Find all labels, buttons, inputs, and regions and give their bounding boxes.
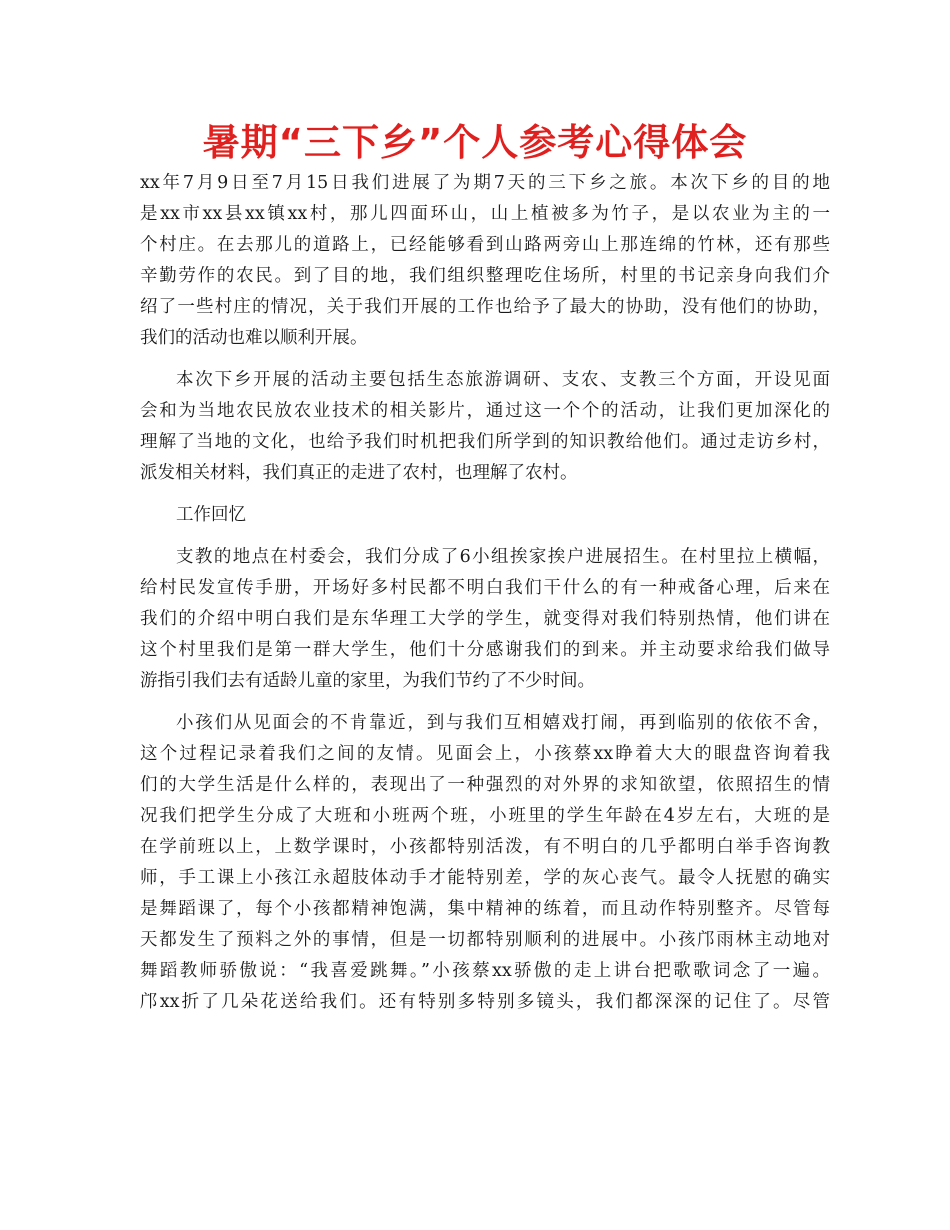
paragraph-line: 天都发生了预料之外的事情，但是一切都特别顺利的进展中。小孩邝雨林主动地对	[140, 930, 830, 950]
document-body	[140, 168, 830, 1018]
paragraph-line: 是舞蹈课了，每个小孩都精神饱满，集中精神的练着，而且动作特别整齐。尽管每	[140, 899, 830, 919]
document-title: 暑期“三下乡”个人参考心得体会	[202, 121, 748, 164]
paragraph-line: 在学前班以上，上数学课时，小孩都特别活泼，有不明白的几乎都明白举手咨询教	[140, 837, 830, 857]
paragraph-line: 们的大学生活是什么样的，表现出了一种强烈的对外界的求知欲望，依照招生的情	[140, 775, 830, 795]
paragraph-line: 小孩们从见面会的不肯靠近，到与我们互相嬉戏打闹，再到临别的依依不舍，	[176, 713, 830, 733]
paragraph-line: 是xx市xx县xx镇xx村，那儿四面环山，山上植被多为竹子，是以农业为主的一	[140, 204, 830, 224]
paragraph-line: 支教的地点在村委会，我们分成了6小组挨家挨户进展招生。在村里拉上横幅，	[176, 547, 830, 567]
paragraph-line: 这个过程记录着我们之间的友情。见面会上，小孩蔡xx睁着大大的眼盘咨询着我	[140, 744, 830, 764]
paragraph-line: 绍了一些村庄的情况，关于我们开展的工作也给予了最大的协助，没有他们的协助，	[140, 297, 830, 317]
paragraph-line: 师，手工课上小孩江永超肢体动手才能特别差，学的灰心丧气。最令人抚慰的确实	[140, 868, 830, 888]
section-heading: 工作回忆	[176, 505, 246, 525]
paragraph-line: 况我们把学生分成了大班和小班两个班，小班里的学生年龄在4岁左右，大班的是	[140, 806, 830, 826]
paragraph-line: 游指引我们去有适龄儿童的家里，为我们节约了不少时间。	[140, 671, 595, 691]
paragraph-line: 这个村里我们是第一群大学生，他们十分感谢我们的到来。并主动要求给我们做导	[140, 640, 830, 660]
paragraph-line: 派发相关材料，我们真正的走进了农村，也理解了农村。	[140, 463, 578, 483]
paragraph-line: 个村庄。在去那儿的道路上，已经能够看到山路两旁山上那连绵的竹林，还有那些	[140, 235, 830, 255]
paragraph-line: xx年7月9日至7月15日我们进展了为期7天的三下乡之旅。本次下乡的目的地	[140, 173, 830, 193]
paragraph-line: 邝xx折了几朵花送给我们。还有特别多特别多镜头，我们都深深的记住了。尽管	[140, 992, 830, 1012]
paragraph-line: 会和为当地农民放农业技术的相关影片，通过这一个个的活动，让我们更加深化的	[140, 401, 830, 421]
paragraph-line: 我们的活动也难以顺利开展。	[140, 328, 368, 348]
paragraph-line: 本次下乡开展的活动主要包括生态旅游调研、支农、支教三个方面，开设见面	[176, 370, 830, 390]
paragraph-line: 给村民发宣传手册，开场好多村民都不明白我们干什么的有一种戒备心理，后来在	[140, 578, 830, 598]
paragraph-line: 理解了当地的文化，也给予我们时机把我们所学到的知识教给他们。通过走访乡村，	[140, 432, 830, 452]
paragraph-line: 舞蹈教师骄傲说：“我喜爱跳舞。”小孩蔡xx骄傲的走上讲台把歌歌词念了一遍。	[140, 961, 830, 981]
paragraph-line: 我们的介绍中明白我们是东华理工大学的学生，就变得对我们特别热情，他们讲在	[140, 609, 830, 629]
paragraph-line: 辛勤劳作的农民。到了目的地，我们组织整理吃住场所，村里的书记亲身向我们介	[140, 266, 830, 286]
